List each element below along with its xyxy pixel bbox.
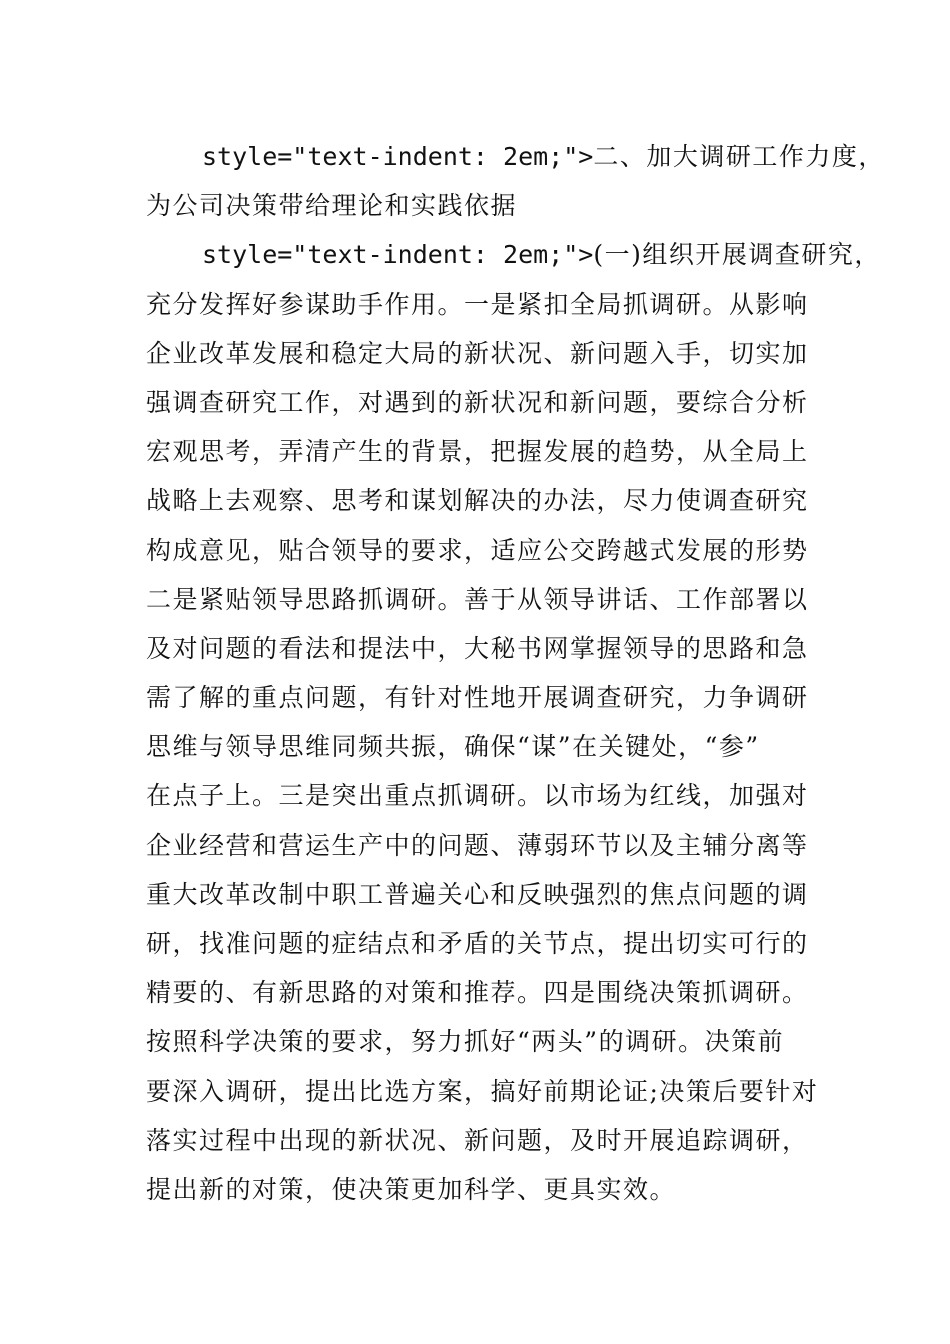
paragraph-heading-section-two	[146, 132, 885, 230]
text-line: 及对问题的看法和提法中，大秘书网掌握领导的思路和急	[146, 633, 809, 663]
text-line: 需了解的重点问题，有针对性地开展调查研究，力争调研	[146, 683, 809, 713]
text-line: 企业经营和营运生产中的问题、薄弱环节以及主辅分离等	[146, 830, 809, 860]
text-line: 强调查研究工作，对遇到的新状况和新问题，要综合分析	[146, 387, 809, 417]
stray-markup-fragment: style="text-indent: 2em;">	[202, 240, 594, 270]
text-line: 在点子上。三是突出重点抓调研。以市场为红线，加强对	[146, 781, 809, 811]
text-line: 按照科学决策的要求，努力抓好“两头”的调研。决策前	[146, 1027, 785, 1057]
text-line: 研，找准问题的症结点和矛盾的关节点，提出切实可行的	[146, 929, 809, 958]
text-line: 战略上去观察、思考和谋划解决的办法，尽力使调查研究	[146, 486, 809, 516]
text-line: 重大改革改制中职工普遍关心和反映强烈的焦点问题的调	[146, 879, 809, 909]
stray-markup-fragment: style="text-indent: 2em;">	[202, 142, 594, 171]
text-line: 精要的、有新思路的对策和推荐。四是围绕决策抓调研。	[146, 978, 809, 1008]
body-text	[146, 132, 885, 1214]
text-line: 落实过程中出现的新状况、新问题，及时开展追踪调研，	[146, 1125, 809, 1155]
text-line: 二是紧贴领导思路抓调研。善于从领导讲话、工作部署以	[146, 584, 809, 614]
text-line: 要深入调研，提出比选方案，搞好前期论证;决策后要针对	[146, 1076, 819, 1106]
text-line: 构成意见，贴合领导的要求，适应公交跨越式发展的形势	[146, 535, 809, 565]
text-line: 思维与领导思维同频共振，确保“谋”在关键处，“参”	[146, 732, 760, 762]
text-line: 为公司决策带给理论和实践依据	[146, 191, 518, 221]
text-line: 提出新的对策，使决策更加科学、更具实效。	[146, 1174, 677, 1204]
text-line: 宏观思考，弄清产生的背景，把握发展的趋势，从全局上	[146, 437, 809, 467]
text-line: 企业改革发展和稳定大局的新状况、新问题入手，切实加	[146, 338, 809, 368]
line-text: 二、加大调研工作力度，	[593, 142, 885, 171]
text-line	[146, 230, 881, 279]
paragraph-research	[146, 230, 881, 1214]
text-line	[146, 132, 885, 181]
text-line: 充分发挥好参谋助手作用。一是紧扣全局抓调研。从影响	[146, 289, 809, 319]
line-text: (一)组织开展调查研究，	[593, 240, 881, 270]
